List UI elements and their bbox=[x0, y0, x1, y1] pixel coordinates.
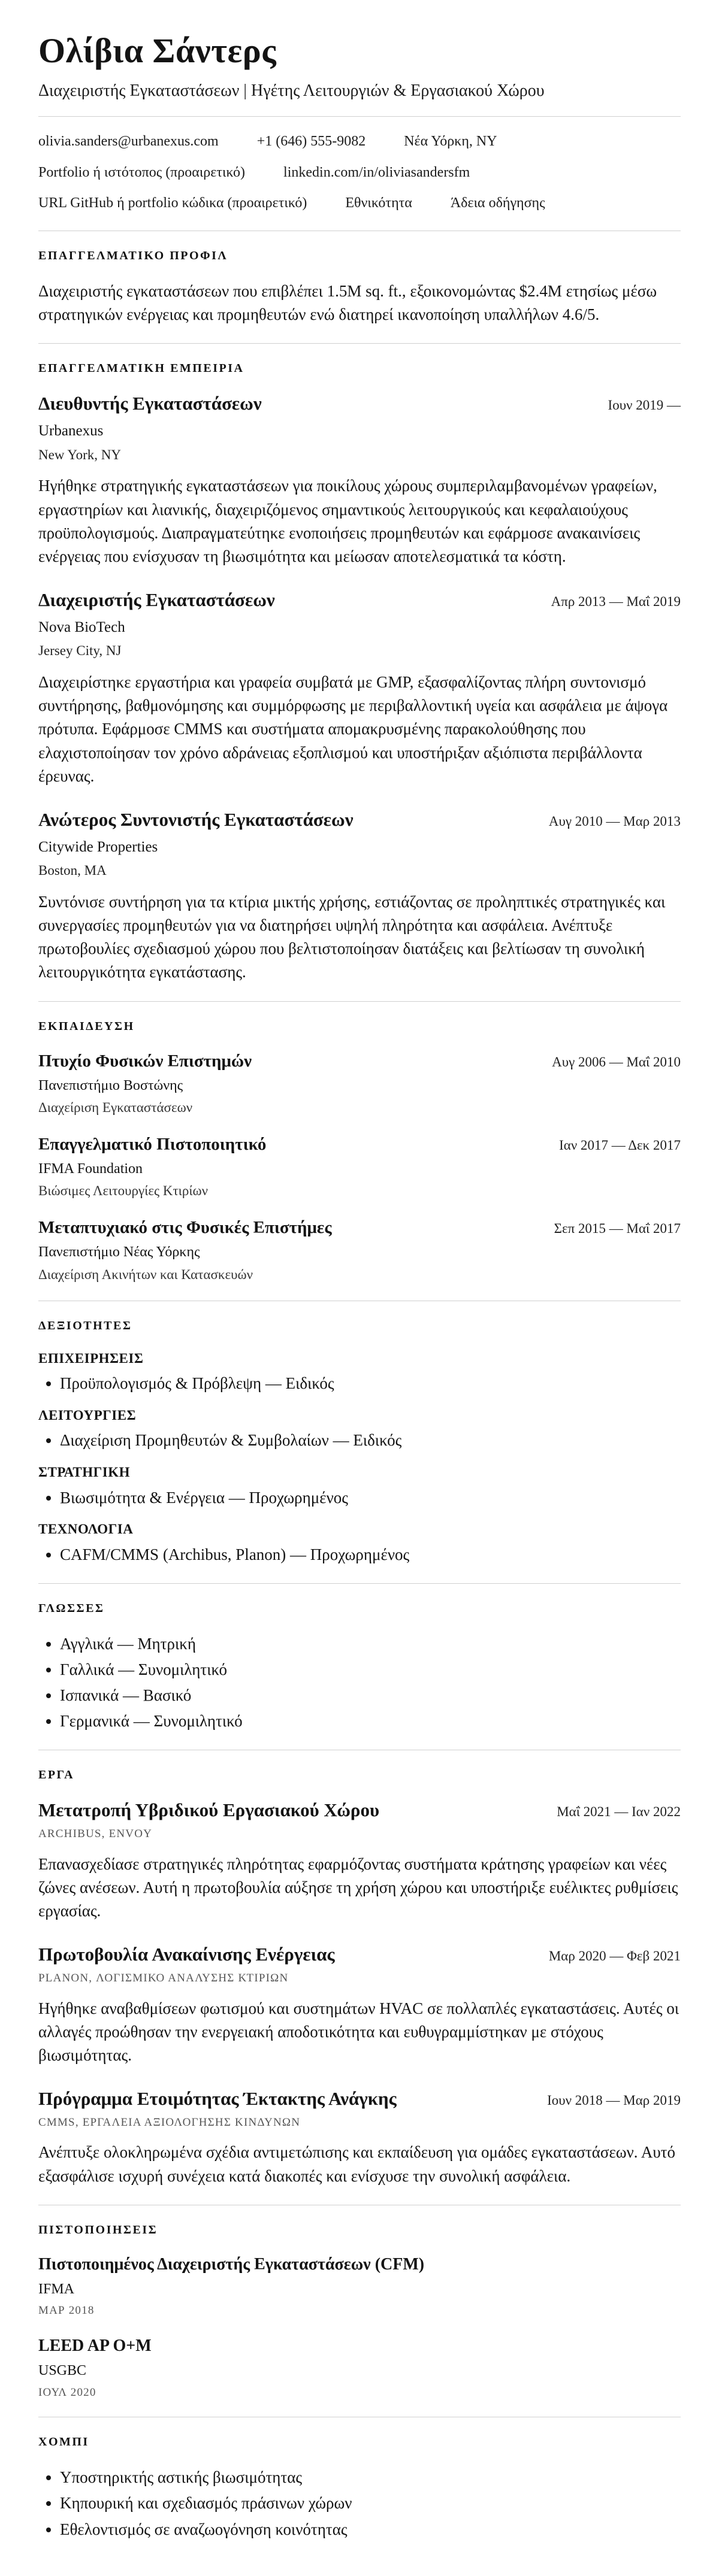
contact-email[interactable]: olivia.sanders@urbanexus.com bbox=[38, 134, 219, 150]
contact-linkedin[interactable]: linkedin.com/in/oliviasandersfm bbox=[283, 164, 470, 180]
profile-heading: ΕΠΑΓΓΕΛΜΑΤΙΚΟ ΠΡΟΦΙΛ bbox=[38, 249, 228, 263]
experience-entry bbox=[38, 808, 681, 984]
project-title: Πρωτοβουλία Ανακαίνισης Ενέργειας bbox=[38, 1944, 335, 1965]
section-skills bbox=[38, 1301, 681, 1583]
experience-entry bbox=[38, 589, 681, 788]
project-description: Επανασχεδίασε στρατηγικές πληρότητας εφαρμόζοντας συστήματα κράτησης γραφείων και νέες ζώνες ανέσεων. Αυτή η πρωτοβουλία αύξησε τη χρήση χώρου και υποστήριξε ευέλικτες ρυθμίσεις εργασίας. bbox=[38, 1854, 678, 1920]
degree-institution: Πανεπιστήμιο Βοστώνης bbox=[38, 1077, 183, 1093]
degree-dates: Σεπ 2015 — Μαΐ 2017 bbox=[554, 1221, 681, 1237]
job-description: Συντόνισε συντήρηση για τα κτίρια μικτής χρήσης, εστιάζοντας σε προληπτικές στρατηγικές και συνεργασίες προμηθευτών για να διατηρήσει υψηλή πληρότητα και ασφάλεια. Ανέπτυξε πρωτοβουλίες σχεδιασμού χώρου που βελτιστοποίησαν διατάξεις και βελτίωσαν τη συνολική λειτουργικότητα εγκατάστασης. bbox=[38, 893, 666, 981]
project-dates: Μαΐ 2021 — Ιαν 2022 bbox=[557, 1804, 681, 1820]
degree-title: Πτυχίο Φυσικών Επιστημών bbox=[38, 1051, 252, 1071]
job-company: Nova BioTech bbox=[38, 619, 125, 635]
profile-text: Διαχειριστής εγκαταστάσεων που επιβλέπει 1.5M sq. ft., εξοικονομώντας $2.4M ετησίως μέσω στρατηγικών ενέργειας και προμηθευτών ενώ διατηρεί ικανοποίηση υπαλλήλων 4.6/5. bbox=[38, 282, 657, 324]
hobbies-heading: ΧΟΜΠΙ bbox=[38, 2435, 89, 2449]
skill-category: ΛΕΙΤΟΥΡΓΙΕΣ bbox=[38, 1407, 137, 1423]
contact-location: Νέα Υόρκη, NY bbox=[404, 134, 497, 150]
degree-dates: Αυγ 2006 — Μαΐ 2010 bbox=[552, 1054, 681, 1069]
degree-field: Διαχείριση Εγκαταστάσεων bbox=[38, 1100, 193, 1116]
certification-issuer: USGBC bbox=[38, 2363, 87, 2379]
degree-institution: Πανεπιστήμιο Νέας Υόρκης bbox=[38, 1244, 200, 1260]
section-hobbies bbox=[38, 2417, 681, 2557]
job-company: Citywide Properties bbox=[38, 838, 158, 855]
project-tools: ARCHIBUS, ENVOY bbox=[38, 1828, 153, 1840]
certification-date: ΙΟΥΛ 2020 bbox=[38, 2386, 96, 2399]
contact-row-1 bbox=[38, 132, 681, 151]
language-item: • Αγγλικά — Μητρική bbox=[60, 1632, 681, 1656]
certification-date: ΜΑΡ 2018 bbox=[38, 2304, 95, 2317]
hobby-item: • Κηπουρική και σχεδιασμός πράσινων χώρων bbox=[60, 2492, 681, 2515]
contact-phone: +1 (646) 555-9082 bbox=[256, 134, 366, 150]
projects-heading: ΕΡΓΑ bbox=[38, 1768, 75, 1782]
hobby-item: • Υποστηρικτής αστικής βιωσιμότητας bbox=[60, 2466, 681, 2489]
job-location: Boston, MA bbox=[38, 863, 107, 878]
languages-heading: ΓΛΩΣΣΕΣ bbox=[38, 1601, 105, 1615]
skill-list bbox=[38, 1543, 681, 1566]
degree-field: Βιώσιμες Λειτουργίες Κτιρίων bbox=[38, 1183, 209, 1199]
job-dates: Αυγ 2010 — Μαρ 2013 bbox=[548, 813, 681, 829]
contact-website-placeholder: Portfolio ή ιστότοπος (προαιρετικό) bbox=[38, 164, 246, 180]
section-projects bbox=[38, 1750, 681, 2204]
language-item: • Ισπανικά — Βασικό bbox=[60, 1684, 681, 1707]
certification-title: LEED AP O+M bbox=[38, 2336, 152, 2355]
resume-header bbox=[38, 31, 681, 231]
project-description: Ηγήθηκε αναβαθμίσεων φωτισμού και συστημάτων HVAC σε πολλαπλές εγκαταστάσεις. Αυτές οι αλλαγές προώθησαν την ενεργειακή αποδοτικότητα και ευθυγραμμίστηκαν με στόχους βιωσιμότητας. bbox=[38, 1999, 679, 2064]
degree-dates: Ιαν 2017 — Δεκ 2017 bbox=[559, 1137, 681, 1153]
degree-title: Επαγγελματικό Πιστοποιητικό bbox=[38, 1134, 267, 1154]
skill-item: • Διαχείριση Προμηθευτών & Συμβολαίων — Ειδικός bbox=[60, 1429, 681, 1452]
candidate-title: Διαχειριστής Εγκαταστάσεων | Ηγέτης Λειτουργιών & Εργασιακού Χώρου bbox=[38, 81, 545, 100]
project-tools: PLANON, ΛΟΓΙΣΜΙΚΟ ΑΝΑΛΥΣΗΣ ΚΤΙΡΙΩΝ bbox=[38, 1971, 289, 1984]
skill-list bbox=[38, 1486, 681, 1510]
skill-category: ΣΤΡΑΤΗΓΙΚΗ bbox=[38, 1464, 131, 1480]
job-company: Urbanexus bbox=[38, 423, 104, 440]
section-profile bbox=[38, 231, 681, 343]
job-description: Ηγήθηκε στρατηγικής εγκαταστάσεων για ποικίλους χώρους συμπεριλαμβανομένων γραφείων, εργαστηρίων και λιανικής, διαχειριζόμενος σημαντικούς λειτουργικούς και κεφαλαιούχους προϋπολογισμούς. Διαπραγματεύτηκε ενοποιήσεις προμηθευτών και εφάρμοσε ανακαινίσεις ενέργειας που ενίσχυσαν τη βιωσιμότητα και μείωσαν αποτελεσματικά τα κόστη. bbox=[38, 477, 657, 565]
section-languages bbox=[38, 1583, 681, 1750]
degree-institution: IFMA Foundation bbox=[38, 1161, 143, 1177]
section-experience bbox=[38, 343, 681, 1001]
project-entry bbox=[38, 1799, 681, 1923]
education-entry bbox=[38, 1050, 681, 1117]
project-entry bbox=[38, 1943, 681, 2067]
contact-nationality-label: Εθνικότητα bbox=[345, 195, 412, 211]
certification-title: Πιστοποιημένος Διαχειριστής Εγκαταστάσεων (CFM) bbox=[38, 2254, 425, 2274]
language-item: • Γερμανικά — Συνομιλητικό bbox=[60, 1710, 681, 1733]
job-description: Διαχειρίστηκε εργαστήρια και γραφεία συμβατά με GMP, εξασφαλίζοντας πλήρη συντονισμό συντήρησης, βαθμονόμησης και συμμόρφωσης με περιβαλλοντική υγεία και ασφάλεια με άψογα πρότυπα. Εφάρμοσε CMMS και συστήματα απομακρυσμένης παρακολούθησης που ελαχιστοποίησαν τον χρόνο αδράνειας εξοπλισμού και υποστήριξαν αξιόπιστα περιβάλλοντα έρευνας. bbox=[38, 673, 668, 785]
contact-block bbox=[38, 117, 681, 231]
project-title: Μετατροπή Υβριδικού Εργασιακού Χώρου bbox=[38, 1799, 380, 1821]
contact-row-3 bbox=[38, 194, 681, 213]
job-title: Διευθυντής Εγκαταστάσεων bbox=[38, 393, 262, 414]
education-heading: ΕΚΠΑΙΔΕΥΣΗ bbox=[38, 1019, 135, 1033]
certification-entry bbox=[38, 2254, 681, 2319]
project-entry-head bbox=[38, 2087, 681, 2111]
language-list bbox=[38, 1632, 681, 1734]
job-title: Ανώτερος Συντονιστής Εγκαταστάσεων bbox=[38, 808, 354, 830]
experience-entry-head bbox=[38, 589, 681, 612]
project-tools: CMMS, ΕΡΓΑΛΕΙΑ ΑΞΙΟΛΟΓΗΣΗΣ ΚΙΝΔΥΝΩΝ bbox=[38, 2116, 301, 2129]
job-location: New York, NY bbox=[38, 447, 122, 462]
project-dates: Μαρ 2020 — Φεβ 2021 bbox=[548, 1948, 681, 1964]
certification-entry bbox=[38, 2335, 681, 2400]
job-title: Διαχειριστής Εγκαταστάσεων bbox=[38, 589, 275, 611]
education-entry bbox=[38, 1134, 681, 1200]
skill-group bbox=[38, 1350, 681, 1396]
project-dates: Ιουν 2018 — Μαρ 2019 bbox=[547, 2092, 681, 2108]
hobby-item: • Εθελοντισμός σε αναζωογόνηση κοινότητας bbox=[60, 2518, 681, 2541]
education-entry-head bbox=[38, 1050, 681, 1072]
skill-group bbox=[38, 1520, 681, 1566]
language-item: • Γαλλικά — Συνομιλητικό bbox=[60, 1658, 681, 1681]
certifications-heading: ΠΙΣΤΟΠΟΙΗΣΕΙΣ bbox=[38, 2223, 158, 2236]
skill-group bbox=[38, 1407, 681, 1453]
degree-field: Διαχείριση Ακινήτων και Κατασκευών bbox=[38, 1266, 253, 1282]
skill-list bbox=[38, 1429, 681, 1452]
skill-category: ΤΕΧΝΟΛΟΓΙΑ bbox=[38, 1521, 134, 1536]
skill-list bbox=[38, 1372, 681, 1395]
project-title: Πρόγραμμα Ετοιμότητας Έκτακτης Ανάγκης bbox=[38, 2087, 397, 2109]
experience-heading: ΕΠΑΓΓΕΛΜΑΤΙΚΗ ΕΜΠΕΙΡΙΑ bbox=[38, 362, 244, 375]
skill-item: • CAFM/CMMS (Archibus, Planon) — Προχωρημένος bbox=[60, 1543, 681, 1566]
project-description: Ανέπτυξε ολοκληρωμένα σχέδια αντιμετώπισης και εκπαίδευση για ομάδες εγκαταστάσεων. Αυτό εξασφάλισε ισχυρή συνέχεια κατά διακοπές και ενίσχυσε την συνολική ασφάλεια. bbox=[38, 2143, 676, 2185]
education-entry-head bbox=[38, 1217, 681, 1238]
skill-group bbox=[38, 1463, 681, 1510]
skills-heading: ΔΕΞΙΟΤΗΤΕΣ bbox=[38, 1319, 132, 1332]
section-certifications bbox=[38, 2205, 681, 2417]
job-location: Jersey City, NJ bbox=[38, 643, 122, 659]
experience-entry-head bbox=[38, 392, 681, 416]
experience-entry bbox=[38, 392, 681, 568]
candidate-name: Ολίβια Σάντερς bbox=[38, 31, 277, 70]
contact-row-2 bbox=[38, 163, 681, 182]
education-entry bbox=[38, 1217, 681, 1283]
experience-entry-head bbox=[38, 808, 681, 832]
hobby-list bbox=[38, 2466, 681, 2541]
contact-driving-license-label: Άδεια οδήγησης bbox=[450, 195, 545, 211]
project-entry-head bbox=[38, 1799, 681, 1822]
section-education bbox=[38, 1001, 681, 1301]
education-entry-head bbox=[38, 1134, 681, 1155]
skill-item: • Βιωσιμότητα & Ενέργεια — Προχωρημένος bbox=[60, 1486, 681, 1510]
job-dates: Απρ 2013 — Μαΐ 2019 bbox=[551, 594, 681, 610]
skill-category: ΕΠΙΧΕΙΡΗΣΕΙΣ bbox=[38, 1350, 144, 1366]
project-entry bbox=[38, 2087, 681, 2188]
project-entry-head bbox=[38, 1943, 681, 1966]
job-dates: Ιουν 2019 — bbox=[608, 398, 681, 413]
certification-issuer: IFMA bbox=[38, 2281, 75, 2298]
degree-title: Μεταπτυχιακό στις Φυσικές Επιστήμες bbox=[38, 1218, 332, 1238]
skill-item: • Προϋπολογισμός & Πρόβλεψη — Ειδικός bbox=[60, 1372, 681, 1395]
contact-github-placeholder: URL GitHub ή portfolio κώδικα (προαιρετικό) bbox=[38, 195, 307, 211]
